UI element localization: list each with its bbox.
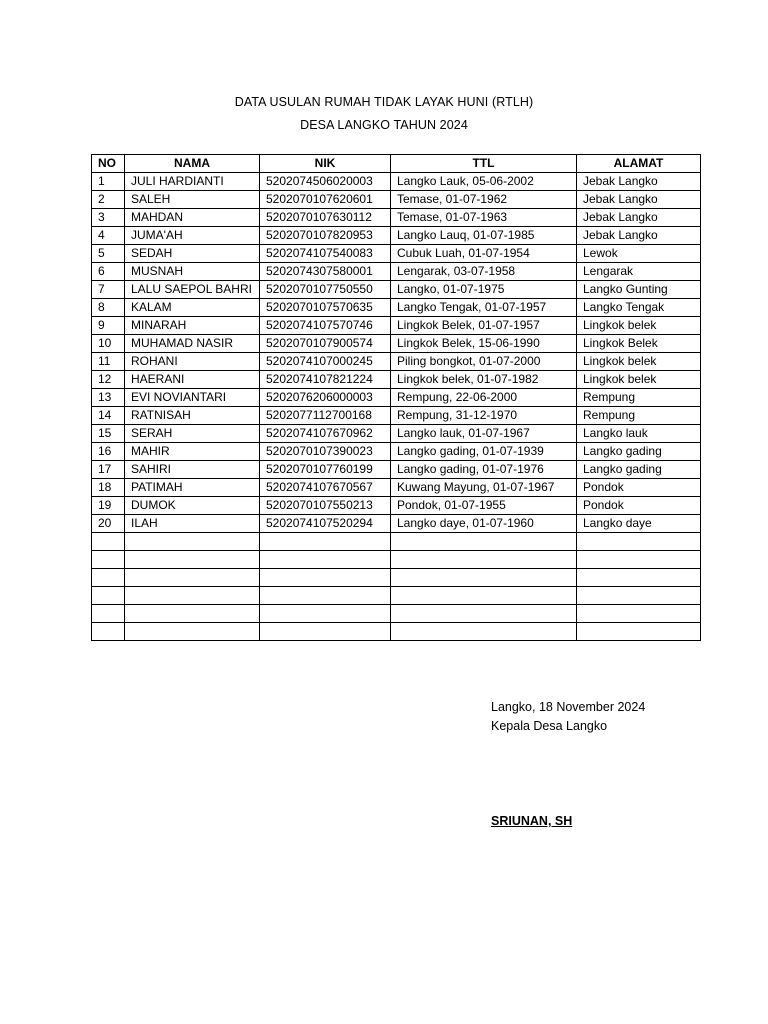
cell-alamat: Jebak Langko bbox=[577, 173, 701, 191]
cell-alamat: Langko daye bbox=[577, 515, 701, 533]
cell-ttl: Lingkok Belek, 01-07-1957 bbox=[391, 317, 577, 335]
cell-nik: 5202074107520294 bbox=[260, 515, 391, 533]
empty-cell-alamat bbox=[577, 569, 701, 587]
cell-nama: MAHDAN bbox=[125, 209, 260, 227]
empty-cell-nama bbox=[125, 605, 260, 623]
cell-no: 8 bbox=[92, 299, 125, 317]
empty-cell-nik bbox=[260, 551, 391, 569]
empty-cell-alamat bbox=[577, 623, 701, 641]
table-header-row bbox=[92, 155, 701, 173]
cell-alamat: Lingkok belek bbox=[577, 371, 701, 389]
cell-ttl: Rempung, 31-12-1970 bbox=[391, 407, 577, 425]
cell-nik: 5202070107760199 bbox=[260, 461, 391, 479]
cell-nik: 5202070107820953 bbox=[260, 227, 391, 245]
cell-nama: ROHANI bbox=[125, 353, 260, 371]
document-title: DATA USULAN RUMAH TIDAK LAYAK HUNI (RTLH) bbox=[234, 95, 534, 109]
empty-cell-nama bbox=[125, 569, 260, 587]
empty-cell-alamat bbox=[577, 587, 701, 605]
cell-nama: SEDAH bbox=[125, 245, 260, 263]
cell-alamat: Jebak Langko bbox=[577, 191, 701, 209]
cell-nama: KALAM bbox=[125, 299, 260, 317]
table-row bbox=[92, 371, 701, 389]
cell-nama: MUHAMAD NASIR bbox=[125, 335, 260, 353]
empty-cell-ttl bbox=[391, 569, 577, 587]
rtlh-table bbox=[91, 154, 701, 641]
column-header-ttl: TTL bbox=[391, 155, 577, 173]
cell-nama: DUMOK bbox=[125, 497, 260, 515]
empty-cell-ttl bbox=[391, 533, 577, 551]
table-row bbox=[92, 515, 701, 533]
table-row bbox=[92, 443, 701, 461]
cell-alamat: Langko lauk bbox=[577, 425, 701, 443]
cell-nama: SERAH bbox=[125, 425, 260, 443]
cell-no: 16 bbox=[92, 443, 125, 461]
empty-cell-no bbox=[92, 587, 125, 605]
column-header-alamat: ALAMAT bbox=[577, 155, 701, 173]
cell-ttl: Temase, 01-07-1962 bbox=[391, 191, 577, 209]
cell-ttl: Langko gading, 01-07-1939 bbox=[391, 443, 577, 461]
cell-ttl: Cubuk Luah, 01-07-1954 bbox=[391, 245, 577, 263]
table-row bbox=[92, 299, 701, 317]
cell-nama: SALEH bbox=[125, 191, 260, 209]
cell-no: 4 bbox=[92, 227, 125, 245]
cell-alamat: Lengarak bbox=[577, 263, 701, 281]
empty-cell-no bbox=[92, 533, 125, 551]
table-row bbox=[92, 173, 701, 191]
cell-nama: EVI NOVIANTARI bbox=[125, 389, 260, 407]
cell-nik: 5202077112700168 bbox=[260, 407, 391, 425]
cell-no: 2 bbox=[92, 191, 125, 209]
cell-nama: HAERANI bbox=[125, 371, 260, 389]
cell-ttl: Langko gading, 01-07-1976 bbox=[391, 461, 577, 479]
cell-no: 14 bbox=[92, 407, 125, 425]
cell-ttl: Pondok, 01-07-1955 bbox=[391, 497, 577, 515]
table-row bbox=[92, 335, 701, 353]
cell-ttl: Lingkok Belek, 15-06-1990 bbox=[391, 335, 577, 353]
cell-nik: 5202074107821224 bbox=[260, 371, 391, 389]
cell-nik: 5202070107900574 bbox=[260, 335, 391, 353]
cell-alamat: Jebak Langko bbox=[577, 227, 701, 245]
table-row bbox=[92, 497, 701, 515]
cell-ttl: Lengarak, 03-07-1958 bbox=[391, 263, 577, 281]
cell-alamat: Rempung bbox=[577, 389, 701, 407]
table-row bbox=[92, 425, 701, 443]
cell-alamat: Jebak Langko bbox=[577, 209, 701, 227]
cell-nama: JULI HARDIANTI bbox=[125, 173, 260, 191]
empty-cell-no bbox=[92, 623, 125, 641]
cell-nama: JUMA'AH bbox=[125, 227, 260, 245]
cell-nik: 5202070107390023 bbox=[260, 443, 391, 461]
cell-no: 7 bbox=[92, 281, 125, 299]
cell-alamat: Pondok bbox=[577, 497, 701, 515]
cell-nik: 5202076206000003 bbox=[260, 389, 391, 407]
table-row bbox=[92, 479, 701, 497]
cell-nik: 5202074107000245 bbox=[260, 353, 391, 371]
cell-nik: 5202074107540083 bbox=[260, 245, 391, 263]
cell-nama: ILAH bbox=[125, 515, 260, 533]
table-row bbox=[92, 317, 701, 335]
table-row bbox=[92, 263, 701, 281]
cell-ttl: Langko lauk, 01-07-1967 bbox=[391, 425, 577, 443]
signature-place-date: Langko, 18 November 2024 bbox=[491, 700, 646, 714]
cell-nik: 5202070107620601 bbox=[260, 191, 391, 209]
cell-alamat: Langko gading bbox=[577, 443, 701, 461]
empty-cell-ttl bbox=[391, 551, 577, 569]
table-row bbox=[92, 209, 701, 227]
cell-nik: 5202074506020003 bbox=[260, 173, 391, 191]
empty-cell-no bbox=[92, 551, 125, 569]
cell-no: 18 bbox=[92, 479, 125, 497]
empty-cell-no bbox=[92, 569, 125, 587]
column-header-nik: NIK bbox=[260, 155, 391, 173]
table-body bbox=[92, 173, 701, 641]
empty-cell-nama bbox=[125, 551, 260, 569]
cell-ttl: Langko Lauq, 01-07-1985 bbox=[391, 227, 577, 245]
cell-no: 5 bbox=[92, 245, 125, 263]
empty-cell-ttl bbox=[391, 623, 577, 641]
cell-alamat: Lingkok belek bbox=[577, 353, 701, 371]
table-row bbox=[92, 245, 701, 263]
cell-no: 20 bbox=[92, 515, 125, 533]
table-row bbox=[92, 191, 701, 209]
empty-cell-nik bbox=[260, 569, 391, 587]
empty-table-row bbox=[92, 533, 701, 551]
table-row bbox=[92, 461, 701, 479]
cell-no: 12 bbox=[92, 371, 125, 389]
empty-table-row bbox=[92, 569, 701, 587]
empty-table-row bbox=[92, 551, 701, 569]
table-row bbox=[92, 353, 701, 371]
empty-cell-nik bbox=[260, 587, 391, 605]
cell-nik: 5202070107550213 bbox=[260, 497, 391, 515]
cell-alamat: Langko Gunting bbox=[577, 281, 701, 299]
signature-role: Kepala Desa Langko bbox=[491, 719, 608, 733]
cell-ttl: Lingkok belek, 01-07-1982 bbox=[391, 371, 577, 389]
cell-alamat: Rempung bbox=[577, 407, 701, 425]
cell-alamat: Lingkok belek bbox=[577, 317, 701, 335]
cell-nik: 5202074107670962 bbox=[260, 425, 391, 443]
cell-nama: LALU SAEPOL BAHRI bbox=[125, 281, 260, 299]
cell-nama: RATNISAH bbox=[125, 407, 260, 425]
cell-nama: SAHIRI bbox=[125, 461, 260, 479]
cell-nik: 5202074107670567 bbox=[260, 479, 391, 497]
cell-nik: 5202074307580001 bbox=[260, 263, 391, 281]
empty-cell-nama bbox=[125, 623, 260, 641]
cell-alamat: Lingkok Belek bbox=[577, 335, 701, 353]
cell-no: 10 bbox=[92, 335, 125, 353]
column-header-no: NO bbox=[92, 155, 125, 173]
cell-ttl: Langko Lauk, 05-06-2002 bbox=[391, 173, 577, 191]
cell-nama: MUSNAH bbox=[125, 263, 260, 281]
empty-cell-ttl bbox=[391, 587, 577, 605]
table-row bbox=[92, 389, 701, 407]
empty-cell-alamat bbox=[577, 533, 701, 551]
cell-no: 15 bbox=[92, 425, 125, 443]
cell-ttl: Rempung, 22-06-2000 bbox=[391, 389, 577, 407]
cell-no: 13 bbox=[92, 389, 125, 407]
cell-ttl: Langko, 01-07-1975 bbox=[391, 281, 577, 299]
empty-cell-ttl bbox=[391, 605, 577, 623]
cell-nik: 5202074107570746 bbox=[260, 317, 391, 335]
cell-nik: 5202070107630112 bbox=[260, 209, 391, 227]
document-subtitle: DESA LANGKO TAHUN 2024 bbox=[300, 118, 468, 132]
cell-no: 6 bbox=[92, 263, 125, 281]
empty-cell-alamat bbox=[577, 551, 701, 569]
cell-no: 9 bbox=[92, 317, 125, 335]
empty-cell-nama bbox=[125, 587, 260, 605]
cell-no: 11 bbox=[92, 353, 125, 371]
empty-cell-nik bbox=[260, 533, 391, 551]
empty-table-row bbox=[92, 623, 701, 641]
empty-cell-nama bbox=[125, 533, 260, 551]
empty-cell-nik bbox=[260, 605, 391, 623]
cell-ttl: Temase, 01-07-1963 bbox=[391, 209, 577, 227]
cell-alamat: Pondok bbox=[577, 479, 701, 497]
column-header-nama: NAMA bbox=[125, 155, 260, 173]
empty-table-row bbox=[92, 587, 701, 605]
empty-cell-no bbox=[92, 605, 125, 623]
cell-alamat: Lewok bbox=[577, 245, 701, 263]
cell-no: 1 bbox=[92, 173, 125, 191]
signature-name: SRIUNAN, SH bbox=[491, 814, 573, 828]
table-row bbox=[92, 227, 701, 245]
cell-nama: MAHIR bbox=[125, 443, 260, 461]
cell-alamat: Langko gading bbox=[577, 461, 701, 479]
cell-alamat: Langko Tengak bbox=[577, 299, 701, 317]
cell-nik: 5202070107750550 bbox=[260, 281, 391, 299]
table-row bbox=[92, 407, 701, 425]
cell-nik: 5202070107570635 bbox=[260, 299, 391, 317]
cell-ttl: Langko daye, 01-07-1960 bbox=[391, 515, 577, 533]
empty-cell-nik bbox=[260, 623, 391, 641]
empty-table-row bbox=[92, 605, 701, 623]
cell-ttl: Kuwang Mayung, 01-07-1967 bbox=[391, 479, 577, 497]
table-row bbox=[92, 281, 701, 299]
cell-ttl: Langko Tengak, 01-07-1957 bbox=[391, 299, 577, 317]
cell-no: 17 bbox=[92, 461, 125, 479]
cell-nama: MINARAH bbox=[125, 317, 260, 335]
cell-no: 19 bbox=[92, 497, 125, 515]
cell-nama: PATIMAH bbox=[125, 479, 260, 497]
cell-no: 3 bbox=[92, 209, 125, 227]
empty-cell-alamat bbox=[577, 605, 701, 623]
cell-ttl: Piling bongkot, 01-07-2000 bbox=[391, 353, 577, 371]
